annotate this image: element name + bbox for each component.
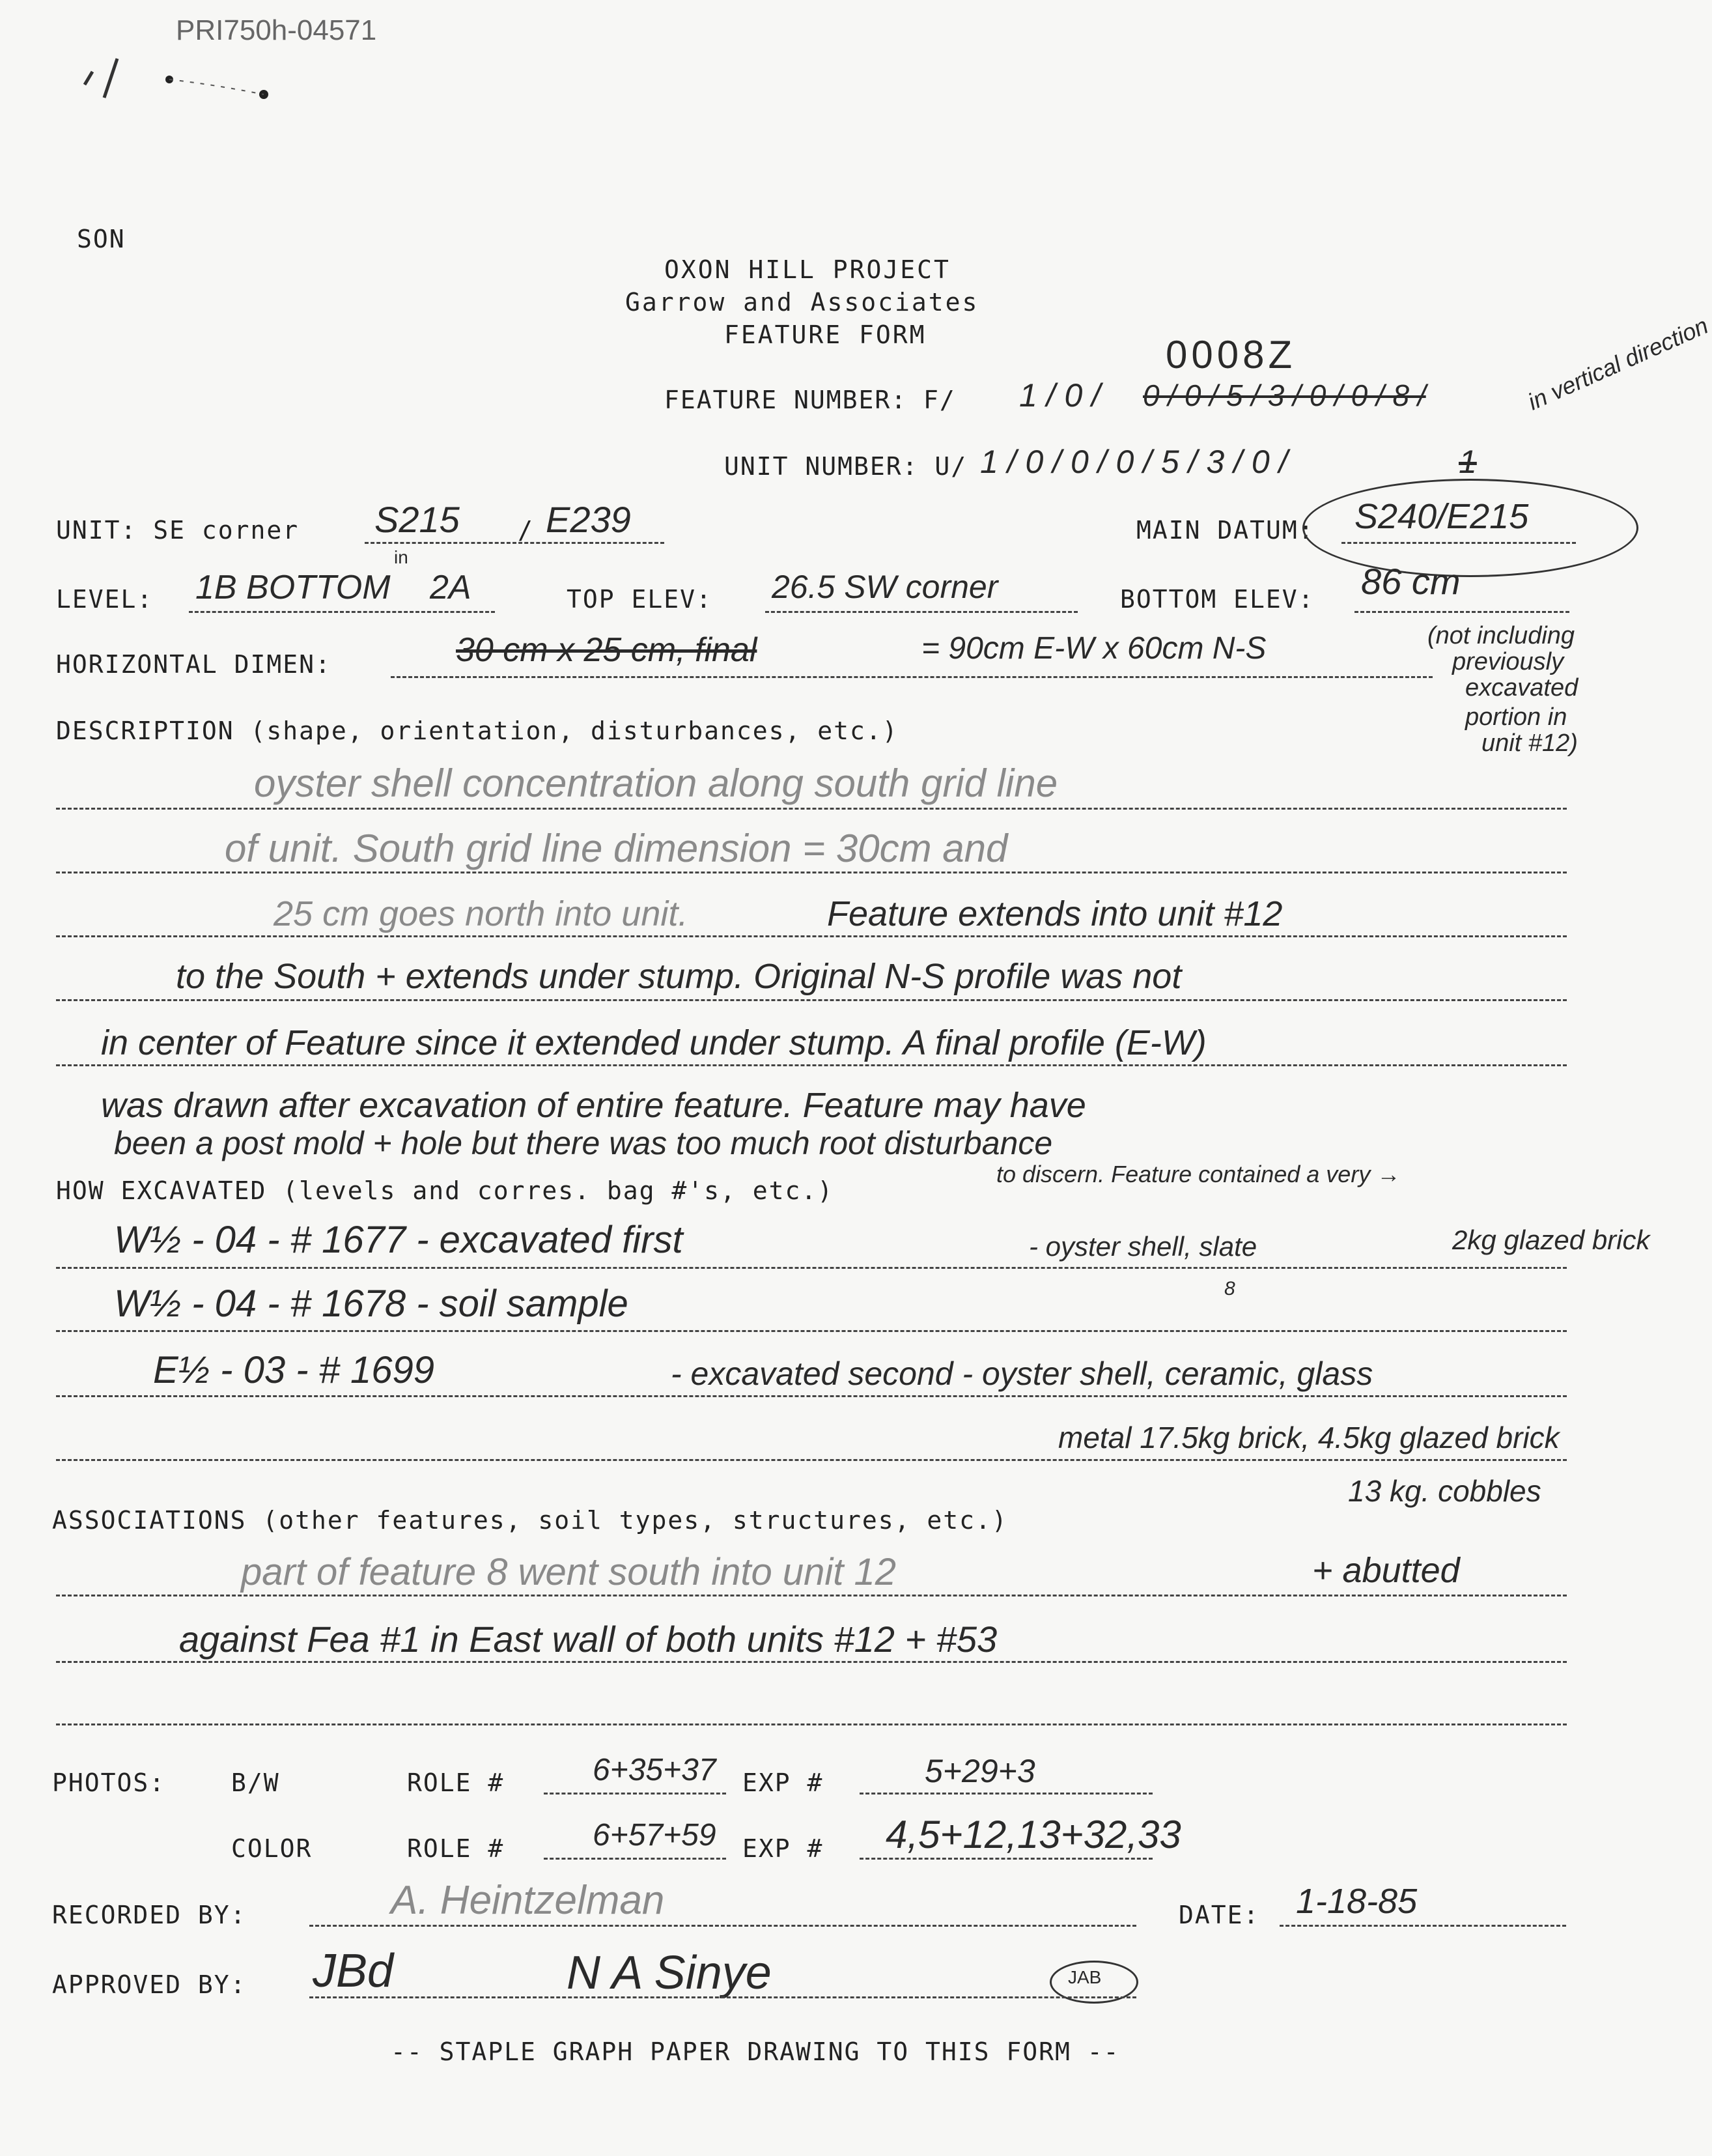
description-line-2: of unit. South grid line dimension = 30cm and (225, 827, 1008, 870)
dimen-note-3: excavated (1465, 674, 1579, 702)
top-elev-value: 26.5 SW corner (772, 569, 998, 605)
excavation-row-3: E½ - 03 - # 1699 (153, 1349, 435, 1391)
excavation-rule-2 (56, 1330, 1567, 1332)
dimen-note-4: portion in (1465, 703, 1567, 731)
dimen-note-1: (not including (1427, 622, 1575, 649)
how-excavated-label: HOW EXCAVATED (levels and corres. bag #'s, etc.) (56, 1176, 834, 1205)
photos-bw-exp-underline (860, 1793, 1153, 1794)
company-name: Garrow and Associates (625, 288, 979, 317)
excavation-rule-3 (56, 1395, 1567, 1397)
description-rule-1 (56, 808, 1567, 810)
level-extra: 2A (430, 569, 471, 606)
photos-color-role-label: ROLE # (407, 1834, 505, 1863)
description-rule-3 (56, 935, 1567, 937)
feature-number-label: FEATURE NUMBER: F/ (664, 386, 956, 414)
excavation-row-2: W½ - 04 - # 1678 - soil sample (114, 1283, 628, 1325)
photos-label: PHOTOS: (52, 1768, 166, 1797)
associations-line-1: part of feature 8 went south into unit 12 (241, 1551, 896, 1593)
corner-mark: SON (77, 225, 126, 253)
unit-sep: / (518, 516, 534, 545)
photos-bw-role-underline (544, 1793, 726, 1794)
level-in-note: in (394, 547, 408, 567)
photos-color-exp: 4,5+12,13+32,33 (886, 1813, 1181, 1856)
excavation-row-1: W½ - 04 - # 1677 - excavated first (114, 1219, 683, 1261)
date-underline (1280, 1925, 1566, 1927)
associations-line-2: against Fea #1 in East wall of both units #12 + #53 (179, 1619, 998, 1660)
excavation-row-1-weight: 2kg glazed brick (1452, 1225, 1650, 1255)
photos-bw-label: B/W (231, 1768, 280, 1797)
approved-by-underline (309, 1996, 1136, 1998)
ink-marks (78, 46, 274, 111)
description-line-4: to the South + extends under stump. Original N-S profile was not (176, 957, 1182, 996)
approved-by-initials: JBd (313, 1945, 394, 1997)
photos-color-role: 6+57+59 (593, 1818, 716, 1852)
description-line-7: been a post mold + hole but there was too much root disturbance (114, 1125, 1053, 1161)
unit-value-e: E239 (546, 499, 631, 540)
level-value: 1B BOTTOM (195, 569, 391, 606)
associations-rule-2 (56, 1661, 1567, 1663)
feature-number-prefix: 1 / 0 / (1019, 377, 1101, 414)
description-rule-2 (56, 872, 1567, 873)
unit-number-label: UNIT NUMBER: U/ (724, 452, 968, 481)
recorded-by-underline (309, 1925, 1136, 1927)
how-excavated-overflow: to discern. Feature contained a very → (996, 1161, 1401, 1187)
photos-bw-role-label: ROLE # (407, 1768, 505, 1797)
horizontal-dimen-underline (391, 676, 1433, 678)
excavation-rule-4 (56, 1459, 1567, 1461)
photos-color-exp-label: EXP # (742, 1834, 824, 1863)
description-rule-4 (56, 999, 1567, 1001)
excavation-row-1-contents: - oyster shell, slate (1029, 1231, 1257, 1262)
main-datum-label: MAIN DATUM: (1136, 516, 1315, 545)
excavation-cobbles: 13 kg. cobbles (1348, 1474, 1541, 1508)
approved-by-signature: N A Sinye (567, 1947, 772, 1999)
description-line-6: was drawn after excavation of entire feature. Feature may have (101, 1086, 1086, 1125)
dimen-note-5: unit #12) (1481, 730, 1578, 757)
recorded-by-label: RECORDED BY: (52, 1901, 247, 1929)
photos-bw-exp-label: EXP # (742, 1768, 824, 1797)
main-datum-value: S240/E215 (1354, 497, 1529, 536)
archive-id: PRI750h-04571 (176, 14, 377, 46)
ink-marks-svg (78, 46, 274, 111)
horizontal-dimen-value: = 90cm E-W x 60cm N-S (921, 631, 1267, 666)
recorded-by-value: A. Heintzelman (391, 1878, 665, 1923)
excavation-row-2-weight: 8 (1224, 1278, 1235, 1299)
main-datum-circle (1302, 479, 1638, 577)
feature-number-corrected: 0008Z (1166, 333, 1297, 376)
level-label: LEVEL: (56, 585, 154, 614)
dimen-note-2: previously (1452, 648, 1564, 675)
excavation-continuation: metal 17.5kg brick, 4.5kg glazed brick (1058, 1421, 1560, 1454)
photos-color-exp-underline (860, 1858, 1153, 1860)
photos-color-label: COLOR (231, 1834, 313, 1863)
photos-color-role-underline (544, 1858, 726, 1860)
description-line-3: 25 cm goes north into unit. (274, 894, 688, 933)
bottom-elev-value: 86 cm (1361, 561, 1461, 602)
description-label: DESCRIPTION (shape, orientation, disturbances, etc.) (56, 716, 899, 745)
associations-label: ASSOCIATIONS (other features, soil types, structures, etc.) (52, 1506, 1008, 1535)
footer-instruction: -- STAPLE GRAPH PAPER DRAWING TO THIS FORM -- (391, 2037, 1120, 2066)
level-underline (189, 611, 495, 613)
project-title: OXON HILL PROJECT (664, 255, 951, 284)
main-datum-underline (1341, 542, 1576, 544)
date-label: DATE: (1179, 1901, 1260, 1929)
approved-stamp: JAB (1068, 1967, 1102, 1987)
unit-number-value: 1 / 0 / 0 / 0 / 5 / 3 / 0 / (980, 444, 1288, 480)
associations-rule-1 (56, 1595, 1567, 1596)
form-title: FEATURE FORM (724, 320, 927, 349)
date-value: 1-18-85 (1296, 1882, 1418, 1921)
excavation-rule-1 (56, 1267, 1567, 1269)
feature-number-struck: 0 / 0 / 5 / 3 / 0 / 0 / 8 / (1143, 378, 1426, 412)
top-elev-underline (765, 611, 1078, 613)
photos-bw-exp: 5+29+3 (925, 1753, 1035, 1789)
description-line-3b: Feature extends into unit #12 (827, 894, 1283, 933)
bottom-elev-label: BOTTOM ELEV: (1120, 585, 1315, 614)
excavation-row-3-contents: - excavated second - oyster shell, ceramic, glass (671, 1355, 1373, 1392)
approved-by-label: APPROVED BY: (52, 1970, 247, 1999)
bottom-elev-underline (1354, 611, 1569, 613)
description-rule-5 (56, 1064, 1567, 1066)
description-line-1: oyster shell concentration along south grid line (254, 761, 1058, 805)
unit-label: UNIT: SE corner (56, 516, 300, 545)
top-elev-label: TOP ELEV: (567, 585, 712, 614)
horizontal-dimen-struck: 30 cm x 25 cm, final (456, 631, 757, 669)
direction-note: in vertical direction (1524, 311, 1712, 416)
associations-line-1b: + abutted (1312, 1551, 1460, 1590)
unit-number-struck: 1 (1459, 444, 1477, 480)
description-line-5: in center of Feature since it extended under stump. A final profile (E-W) (101, 1023, 1207, 1062)
unit-value-s: S215 (374, 499, 460, 540)
associations-rule-3 (56, 1723, 1567, 1725)
horizontal-dimen-label: HORIZONTAL DIMEN: (56, 650, 331, 679)
photos-bw-role: 6+35+37 (593, 1753, 716, 1787)
unit-underline (365, 542, 664, 544)
